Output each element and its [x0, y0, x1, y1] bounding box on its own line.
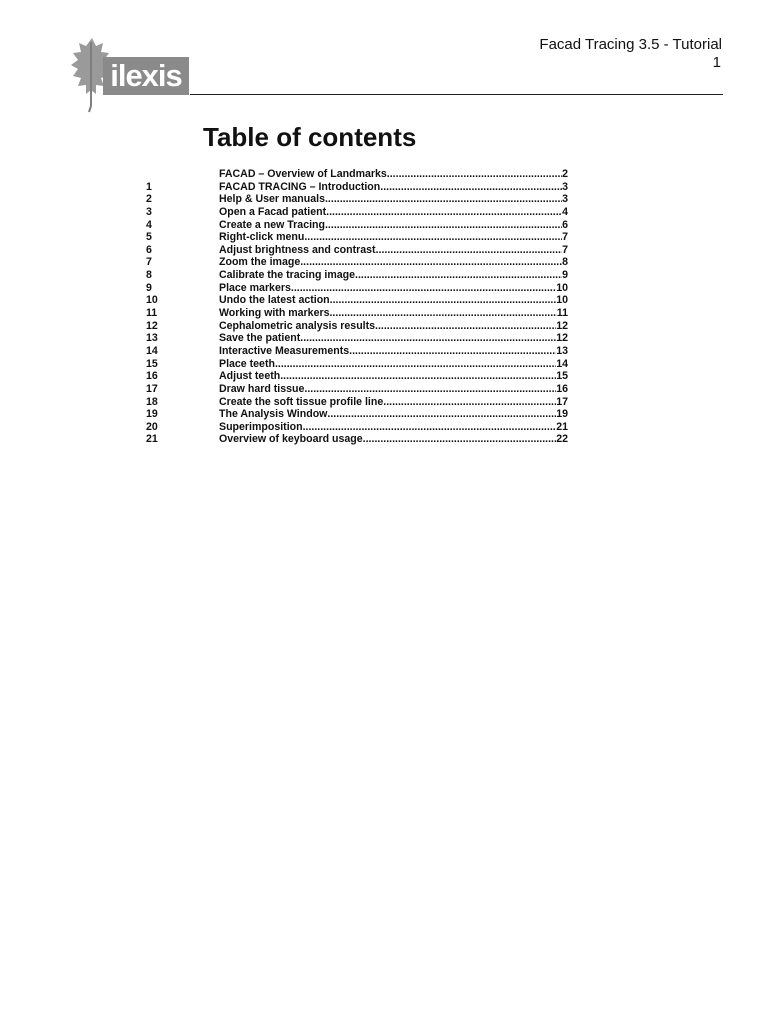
toc-page-number: 3: [562, 180, 568, 193]
toc-entry-title: Save the patient: [219, 332, 301, 345]
toc-page-number: 9: [562, 269, 568, 282]
toc-row[interactable]: [146, 370, 568, 383]
toc-entry-title: Place markers: [219, 281, 291, 294]
toc-page-number: 21: [556, 420, 568, 433]
toc-dot-leader: [326, 206, 562, 219]
toc-row[interactable]: [146, 219, 568, 232]
toc-entry-link[interactable]: [219, 244, 568, 257]
toc-row[interactable]: [146, 421, 568, 434]
toc-page-number: 12: [556, 319, 568, 332]
toc-row[interactable]: [146, 408, 568, 421]
toc-row[interactable]: [146, 256, 568, 269]
toc-entry-title: Adjust teeth: [219, 370, 281, 383]
toc-section-number: 19: [146, 408, 158, 421]
toc-entry-title: Help & User manuals: [219, 193, 325, 206]
toc-dot-leader: [375, 320, 556, 333]
toc-entry-link[interactable]: [219, 219, 568, 232]
toc-dot-leader: [387, 168, 562, 181]
toc-dot-leader: [303, 421, 557, 434]
toc-row[interactable]: [146, 358, 568, 371]
toc-row[interactable]: [146, 269, 568, 282]
toc-entry-link[interactable]: [219, 269, 568, 282]
toc-section-number: 16: [146, 370, 158, 383]
toc-entry-link[interactable]: [219, 332, 568, 345]
toc-dot-leader: [380, 181, 562, 194]
toc-page-number: 4: [562, 205, 568, 218]
toc-row[interactable]: [146, 282, 568, 295]
header-divider: [190, 94, 723, 95]
toc-entry-link[interactable]: [219, 282, 568, 295]
toc-entry-link[interactable]: [219, 408, 568, 421]
toc-entry-title: Interactive Measurements: [219, 344, 350, 357]
toc-entry-link[interactable]: [219, 193, 568, 206]
toc-page-number: 14: [556, 357, 568, 370]
toc-row[interactable]: [146, 345, 568, 358]
toc-section-number: 7: [146, 256, 152, 269]
toc-entry-link[interactable]: [219, 168, 568, 181]
toc-entry-title: Draw hard tissue: [219, 382, 305, 395]
toc-row[interactable]: [146, 168, 568, 181]
toc-entry-link[interactable]: [219, 383, 568, 396]
toc-entry-title: Overview of keyboard usage: [219, 433, 363, 446]
toc-entry-link[interactable]: [219, 433, 568, 446]
toc-entry-title: FACAD – Overview of Landmarks: [219, 168, 387, 180]
toc-dot-leader: [349, 345, 556, 358]
toc-dot-leader: [325, 193, 562, 206]
toc-entry-title: Calibrate the tracing image: [219, 269, 355, 282]
toc-page-number: 15: [556, 370, 568, 383]
toc-entry-link[interactable]: [219, 181, 568, 194]
toc-section-number: 20: [146, 420, 158, 433]
toc-dot-leader: [327, 408, 556, 421]
toc-dot-leader: [355, 269, 562, 282]
toc-row[interactable]: [146, 332, 568, 345]
toc-page-number: 6: [562, 218, 568, 231]
toc-section-number: 15: [146, 357, 158, 370]
toc-page-number: 8: [562, 256, 568, 269]
toc-entry-title: Place teeth: [219, 357, 275, 370]
toc-dot-leader: [363, 433, 557, 446]
toc-section-number: 18: [146, 395, 158, 408]
toc-entry-title: Zoom the image: [219, 256, 301, 269]
toc-entry-title: The Analysis Window: [219, 408, 328, 421]
toc-section-number: 3: [146, 205, 152, 218]
toc-row[interactable]: [146, 307, 568, 320]
toc-page-number: 19: [556, 408, 568, 421]
toc-entry-link[interactable]: [219, 231, 568, 244]
toc-row[interactable]: [146, 320, 568, 333]
toc-page-number: 10: [556, 281, 568, 294]
toc-dot-leader: [300, 332, 556, 345]
toc-entry-title: Superimposition: [219, 420, 303, 433]
toc-section-number: 6: [146, 243, 152, 256]
toc-entry-link[interactable]: [219, 206, 568, 219]
toc-entry-link[interactable]: [219, 396, 568, 409]
toc-section-number: 2: [146, 193, 152, 206]
toc-row[interactable]: [146, 206, 568, 219]
toc-section-number: 5: [146, 231, 152, 244]
toc-entry-link[interactable]: [219, 320, 568, 333]
toc-row[interactable]: [146, 244, 568, 257]
toc-row[interactable]: [146, 193, 568, 206]
toc-dot-leader: [325, 219, 562, 232]
toc-entry-link[interactable]: [219, 358, 568, 371]
toc-section-number: 10: [146, 294, 158, 307]
toc-row[interactable]: [146, 383, 568, 396]
toc-page-number: 13: [556, 344, 568, 357]
toc-entry-link[interactable]: [219, 421, 568, 434]
toc-row[interactable]: [146, 181, 568, 194]
toc-section-number: 4: [146, 218, 152, 231]
toc-row[interactable]: [146, 396, 568, 409]
toc-dot-leader: [280, 370, 556, 383]
toc-entry-link[interactable]: [219, 294, 568, 307]
toc-dot-leader: [304, 383, 556, 396]
toc-section-number: 8: [146, 269, 152, 282]
toc-page-number: 11: [556, 307, 568, 320]
toc-page-number: 7: [562, 243, 568, 256]
toc-dot-leader: [329, 307, 556, 320]
toc-section-number: 13: [146, 332, 158, 345]
toc-section-number: 12: [146, 319, 158, 332]
toc-dot-leader: [383, 396, 556, 409]
logo-wordmark: ilexis: [103, 57, 189, 95]
toc-entry-title: Undo the latest action: [219, 294, 330, 307]
toc-entry-title: FACAD TRACING – Introduction: [219, 180, 381, 193]
toc-heading: Table of contents: [203, 122, 417, 152]
toc-entry-title: Create the soft tissue profile line: [219, 395, 384, 408]
toc-page-number: 22: [556, 433, 568, 446]
toc-row[interactable]: [146, 433, 568, 446]
toc-dot-leader: [275, 358, 556, 371]
toc-entry-title: Cephalometric analysis results: [219, 319, 376, 332]
toc-page-number: 16: [556, 382, 568, 395]
toc-section-number: 1: [146, 180, 152, 193]
toc-page-number: 3: [562, 193, 568, 206]
toc-dot-leader: [376, 244, 563, 257]
toc-section-number: 17: [146, 382, 158, 395]
toc-page-number: 7: [562, 231, 568, 244]
toc-page-number: 17: [556, 395, 568, 408]
toc-entry-title: Right-click menu: [219, 231, 305, 244]
toc-section-number: 9: [146, 281, 152, 294]
toc-section-number: 21: [146, 433, 158, 446]
toc-entry-link[interactable]: [219, 345, 568, 358]
toc-section-number: 11: [146, 307, 158, 320]
toc-row[interactable]: [146, 231, 568, 244]
toc-entry-link[interactable]: [219, 370, 568, 383]
toc-row[interactable]: [146, 294, 568, 307]
toc-entry-title: Open a Facad patient: [219, 205, 327, 218]
toc-entry-title: Working with markers: [219, 307, 330, 320]
document-title: Facad Tracing 3.5 - Tutorial: [539, 36, 722, 53]
toc-dot-leader: [300, 256, 562, 269]
toc-entry-title: Create a new Tracing: [219, 218, 325, 231]
toc-page-number: 12: [556, 332, 568, 345]
toc-page-number: 10: [556, 294, 568, 307]
toc-dot-leader: [291, 282, 556, 295]
toc-entry-link[interactable]: [219, 256, 568, 269]
toc-page-number: 2: [562, 168, 568, 180]
toc-dot-leader: [304, 231, 562, 244]
toc-dot-leader: [330, 294, 557, 307]
page-number: 1: [712, 54, 721, 71]
toc-section-number: 14: [146, 344, 158, 357]
toc-entry-title: Adjust brightness and contrast: [219, 243, 376, 256]
toc-list: [146, 168, 568, 446]
toc-entry-link[interactable]: [219, 307, 568, 320]
